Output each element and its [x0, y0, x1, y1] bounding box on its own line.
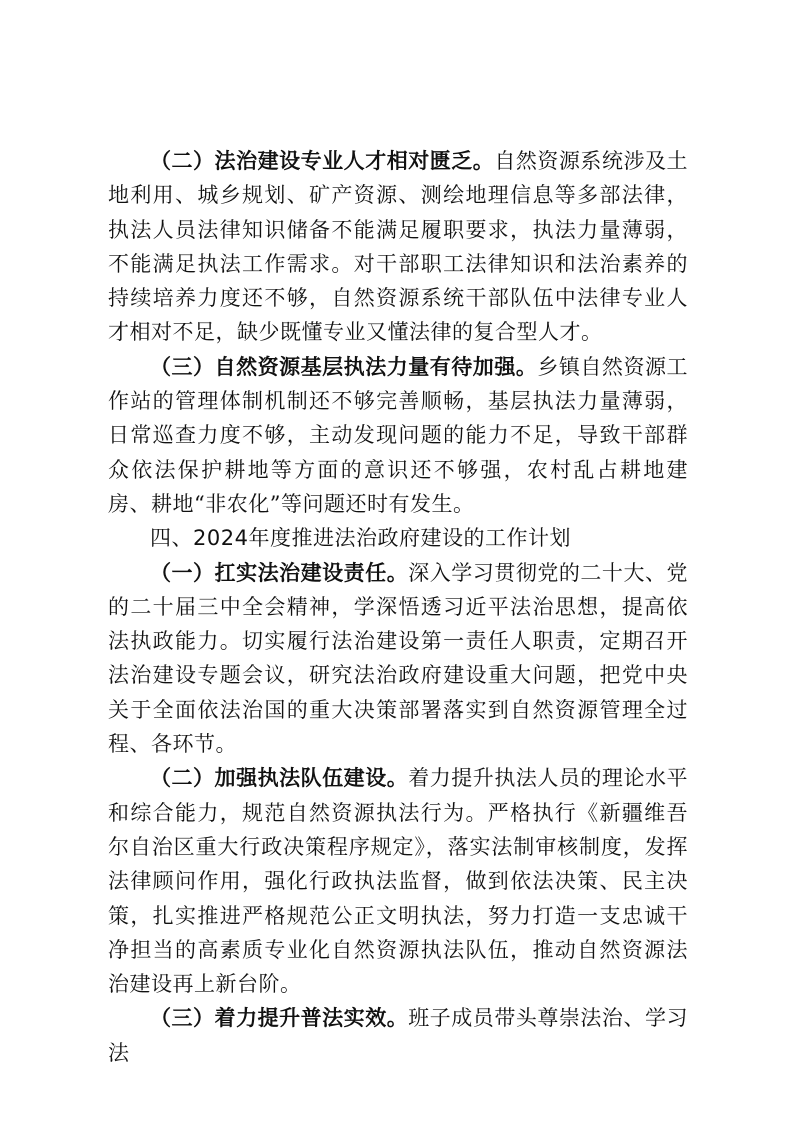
paragraph-text: 深入学习贯彻党的二十大、党的二十届三中全会精神，学深悟透习近平法治思想，提高依法执政能力。切实履行法治建设第一责任人职责，定期召开法治建设专题会议，研究法治政府建设重大问题，把党中央关于全面依法治国的重大决策部署落实到自然资源管理全过程、各环节。 — [108, 560, 688, 757]
paragraph-lead: （二）法治建设专业人才相对匮乏。 — [150, 149, 495, 173]
document-body — [108, 144, 688, 1070]
paragraph-text: 着力提升执法人员的理论水平和综合能力，规范自然资源执法行为。严格执行《新疆维吾尔自治区重大行政决策程序规定》，落实法制审核制度，发挥法律顾问作用，强化行政执法监督，做到依法决策、民主决策，扎实推进严格规范公正文明执法，努力打造一支忠诚干净担当的高素质专业化自然资源执法队伍，推动自然资源法治建设再上新台阶。 — [108, 766, 688, 997]
section-heading: 四、2024年度推进法治政府建设的工作计划 — [150, 526, 571, 551]
paragraph-text: 班子成员带头尊崇法治、学习法 — [108, 1006, 688, 1065]
paragraph-enforcement-team — [108, 761, 688, 1001]
paragraph-lead: （二）加强执法队伍建设。 — [150, 766, 409, 791]
paragraph-lead: （三）自然资源基层执法力量有待加强。 — [150, 354, 538, 379]
paragraph-text: 乡镇自然资源工作站的管理体制机制还不够完善顺畅，基层执法力量薄弱，日常巡查力度不够，主动发现问题的能力不足，导致干部群众依法保护耕地等方面的意识还不够强，农村乱占耕地建房、耕地“非农化”等问题还时有发生。 — [108, 354, 688, 516]
paragraph-grassroots-enforcement — [108, 350, 688, 521]
paragraph-lead: （一）扛实法治建设责任。 — [150, 560, 409, 585]
paragraph-talent-shortage — [108, 144, 688, 350]
paragraph-responsibility — [108, 556, 688, 762]
paragraph-text: 自然资源系统涉及土地利用、城乡规划、矿产资源、测绘地理信息等多部法律，执法人员法律知识储备不能满足履职要求，执法力量薄弱，不能满足执法工作需求。对干部职工法律知识和法治素养的持续培养力度还不够，自然资源系统干部队伍中法律专业人才相对不足，缺少既懂专业又懂法律的复合型人才。 — [108, 149, 689, 345]
paragraph-legal-education — [108, 1001, 688, 1070]
paragraph-lead: （三）着力提升普法实效。 — [150, 1006, 409, 1031]
